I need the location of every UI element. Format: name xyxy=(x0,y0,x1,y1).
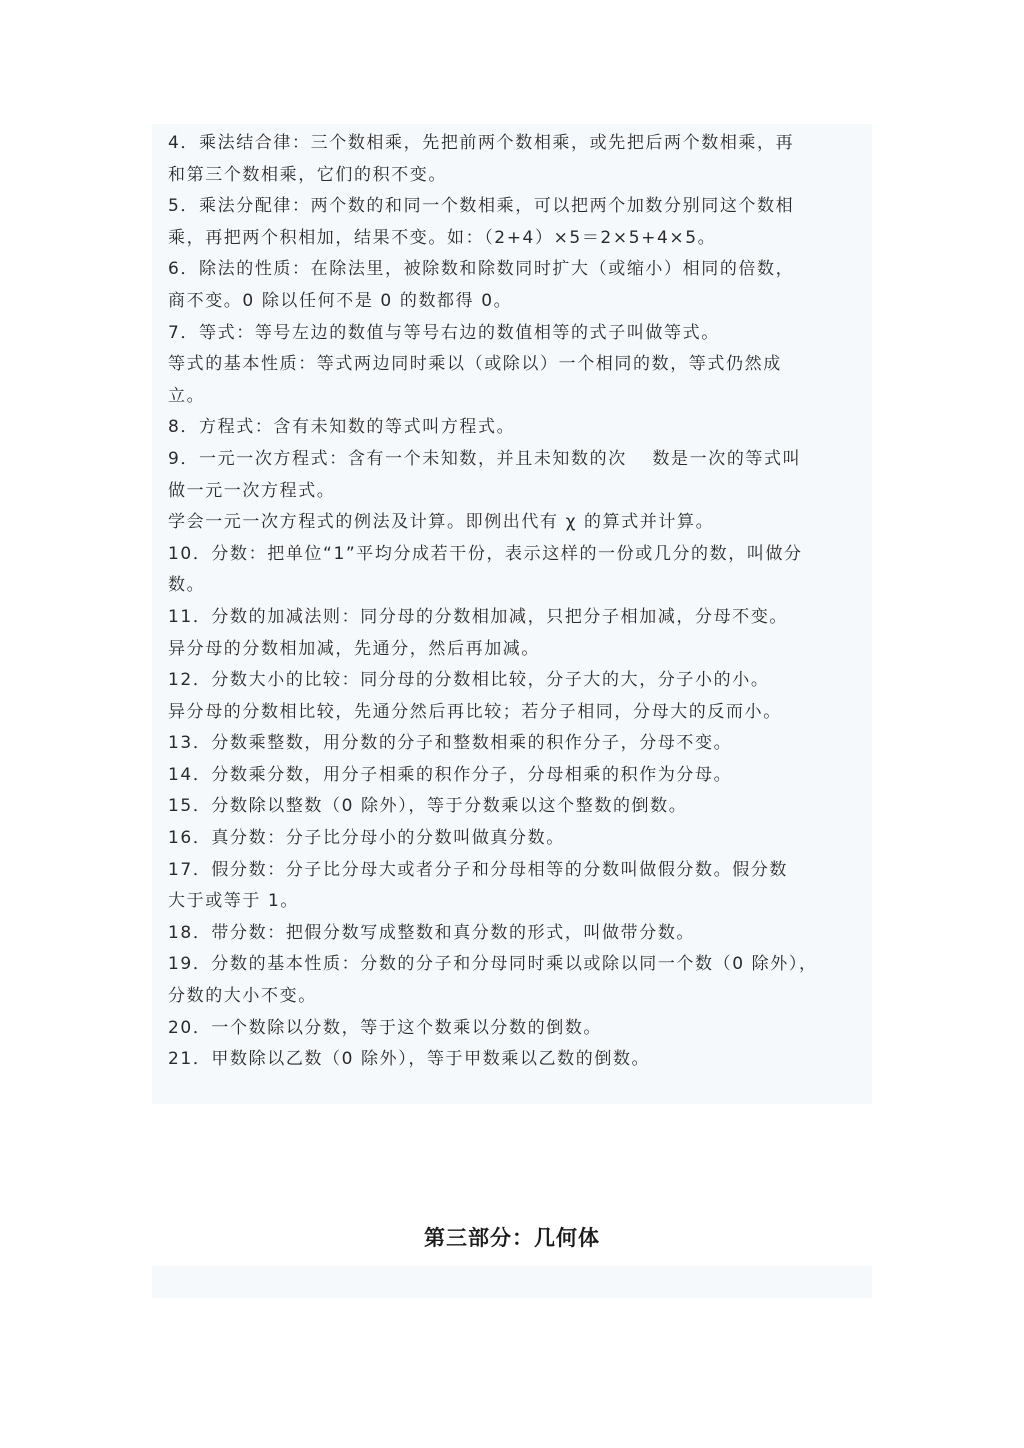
text-line: 19．分数的基本性质：分数的分子和分母同时乘以或除以同一个数（0 除外）， xyxy=(168,954,818,975)
text-line: 15．分数除以整数（0 除外），等于分数乘以这个整数的倒数。 xyxy=(168,796,688,817)
text-line: 学会一元一次方程式的例法及计算。即例出代有 χ 的算式并计算。 xyxy=(168,512,715,533)
text-line: 11．分数的加减法则：同分母的分数相加减，只把分子相加减，分母不变。 xyxy=(168,606,789,627)
text-line: 乘，再把两个积相加，结果不变。如：（2+4）×5＝2×5+4×5。 xyxy=(168,227,717,248)
text-line: 6．除法的性质：在除法里，被除数和除数同时扩大（或缩小）相同的倍数， xyxy=(168,259,795,280)
rules-list xyxy=(168,128,868,1076)
text-line: 4．乘法结合律：三个数相乘，先把前两个数相乘，或先把后两个数相乘，再 xyxy=(168,133,795,153)
text-line: 商不变。0 除以任何不是 0 的数都得 0。 xyxy=(168,290,513,311)
text-line: 13．分数乘整数，用分数的分子和整数相乘的积作分子，分母不变。 xyxy=(168,733,733,754)
text-line: 和第三个数相乘，它们的积不变。 xyxy=(168,164,447,185)
text-line: 大于或等于 1。 xyxy=(168,891,300,912)
text-line: 分数的大小不变。 xyxy=(168,986,317,1007)
text-line: 异分母的分数相加减，先通分，然后再加减。 xyxy=(168,638,540,659)
text-line: 5．乘法分配律：两个数的和同一个数相乘，可以把两个加数分别同这个数相 xyxy=(168,196,795,217)
text-line: 10．分数：把单位“1”平均分成若干份，表示这样的一份或几分的数，叫做分 xyxy=(168,543,803,564)
section-title: 第三部分：几何体 xyxy=(424,1226,600,1250)
text-line: 异分母的分数相比较，先通分然后再比较；若分子相同，分母大的反而小。 xyxy=(168,701,782,722)
text-line: 16．真分数：分子比分母小的分数叫做真分数。 xyxy=(168,828,565,849)
text-line: 等式的基本性质：等式两边同时乘以（或除以）一个相同的数，等式仍然成 xyxy=(168,354,782,375)
text-line: 7．等式：等号左边的数值与等号右边的数值相等的式子叫做等式。 xyxy=(168,322,720,343)
text-line: 数。 xyxy=(168,575,206,596)
text-line: 17．假分数：分子比分母大或者分子和分母相等的分数叫做假分数。假分数 xyxy=(168,859,789,880)
text-line: 21．甲数除以乙数（0 除外），等于甲数乘以乙数的倒数。 xyxy=(168,1049,651,1070)
lower-content-block xyxy=(152,1266,872,1298)
text-line: 做一元一次方程式。 xyxy=(168,480,336,501)
text-line: 12．分数大小的比较：同分母的分数相比较，分子大的大，分子小的小。 xyxy=(168,670,770,691)
text-line: 18．带分数：把假分数写成整数和真分数的形式，叫做带分数。 xyxy=(168,922,696,943)
text-line: 14．分数乘分数，用分子相乘的积作分子，分母相乘的积作为分母。 xyxy=(168,764,733,785)
text-line: 20．一个数除以分数，等于这个数乘以分数的倒数。 xyxy=(168,1017,603,1038)
text-line: 8．方程式：含有未知数的等式叫方程式。 xyxy=(168,417,516,438)
text-line: 9．一元一次方程式：含有一个未知数，并且未知数的次 数是一次的等式叫 xyxy=(168,448,802,469)
text-line: 立。 xyxy=(168,385,206,406)
